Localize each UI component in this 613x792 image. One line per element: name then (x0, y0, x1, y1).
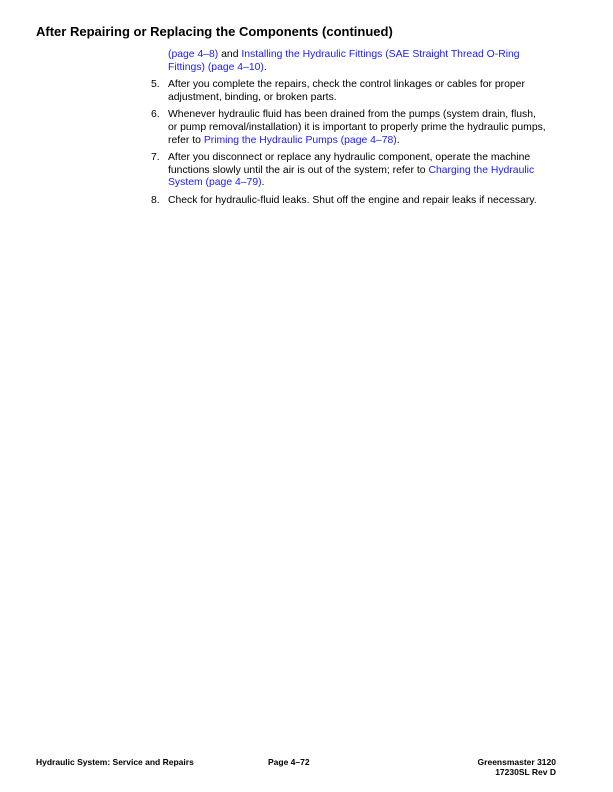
step-7-period: . (261, 177, 265, 189)
page-4-8-link[interactable]: (page 4–8) (168, 49, 219, 60)
priming-hydraulic-pumps-link[interactable]: Priming the Hydraulic Pumps (page 4–78) (203, 134, 397, 146)
footer-section-title: Hydraulic System: Service and Repairs (36, 757, 194, 767)
page-heading: After Repairing or Replacing the Components (continued) (36, 24, 393, 39)
step-6-text: Whenever hydraulic fluid has been drained from the pumps (system drain, flush, or pump removal/installation) it is important to properly prime the hydraulic pumps, refer to (168, 109, 546, 146)
continued-step-text (148, 49, 548, 74)
charging-hydraulic-system-link[interactable]: Charging the Hydraulic System (page 4–79) (168, 164, 535, 189)
footer-revision: 17230SL Rev D (495, 767, 556, 777)
step-7 (148, 152, 548, 190)
step-7-number: 7. (151, 152, 160, 164)
footer-manual-info (478, 757, 556, 777)
installing-hydraulic-fittings-link[interactable]: Installing the Hydraulic Fittings (SAE Straight Thread O-Ring Fittings) (page 4–10) (168, 49, 520, 73)
footer-product-name: Greensmaster 3120 (477, 757, 556, 767)
procedure-body (148, 49, 548, 213)
step-8-number: 8. (151, 194, 160, 206)
step-5 (148, 79, 548, 104)
step-6-number: 6. (151, 109, 160, 121)
continued-text-and: and (218, 49, 242, 60)
step-8 (148, 195, 548, 208)
footer-page-number: Page 4–72 (268, 757, 310, 767)
step-6-period: . (396, 134, 400, 146)
step-7-text: After you disconnect or replace any hydraulic component, operate the machine functions slowly until the air is out of the system; refer to (168, 152, 531, 176)
step-8-text: Check for hydraulic-fluid leaks. Shut off the engine and repair leaks if necessary. (168, 194, 537, 206)
step-5-text: After you complete the repairs, check the control linkages or cables for proper adjustment, binding, or broken parts. (168, 79, 525, 103)
step-5-number: 5. (151, 79, 160, 91)
step-6 (148, 109, 548, 147)
continued-text-period: . (263, 61, 267, 73)
